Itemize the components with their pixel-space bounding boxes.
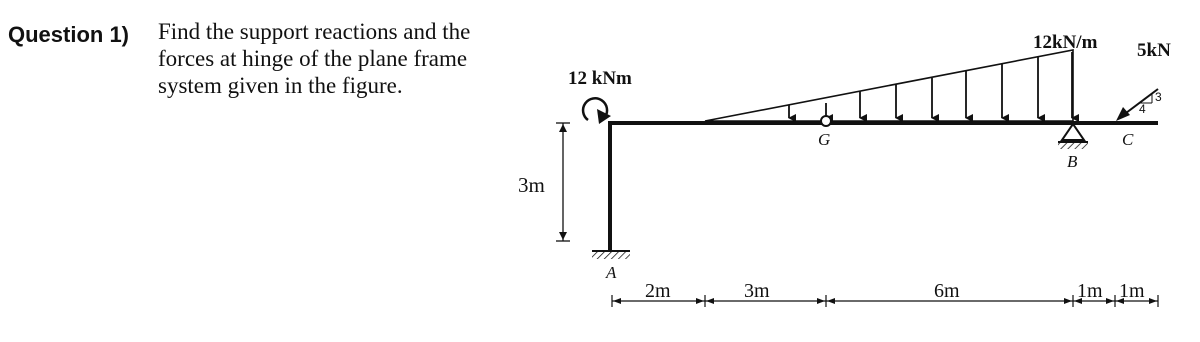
inclined-force-arrow <box>1116 89 1162 121</box>
question-line-2: forces at hinge of the plane frame <box>158 46 468 71</box>
fixed-support-A <box>592 251 630 282</box>
slope-run-label: 4 <box>1139 102 1146 116</box>
force-label: 5kN <box>1137 40 1171 61</box>
node-B-label: B <box>1067 152 1078 171</box>
span-label-5: 1m <box>1119 280 1145 302</box>
span-label-4: 1m <box>1077 280 1103 302</box>
node-C-label: C <box>1122 130 1134 149</box>
question-line-3: system given in the figure. <box>158 73 403 98</box>
column-height-dimension <box>518 123 570 241</box>
span-label-1: 2m <box>645 280 671 302</box>
node-A-label: A <box>606 263 617 282</box>
moment-label: 12 kNm <box>568 68 632 89</box>
question-label: Question 1) <box>8 22 130 47</box>
load-intensity-label: 12kN/m <box>1033 32 1098 53</box>
span-label-3: 6m <box>934 280 960 302</box>
span-dimensions <box>612 280 1158 307</box>
distributed-load <box>705 50 1073 121</box>
slope-rise-label: 3 <box>1155 90 1162 104</box>
span-label-2: 3m <box>744 280 770 302</box>
column-height-label: 3m <box>518 173 545 197</box>
moment-arrow-icon <box>583 98 611 124</box>
question-line-1: Find the support reactions and the <box>158 19 471 44</box>
pin-support-B <box>1058 124 1088 171</box>
hinge-G <box>818 103 831 149</box>
hinge-G-label: G <box>818 130 831 149</box>
